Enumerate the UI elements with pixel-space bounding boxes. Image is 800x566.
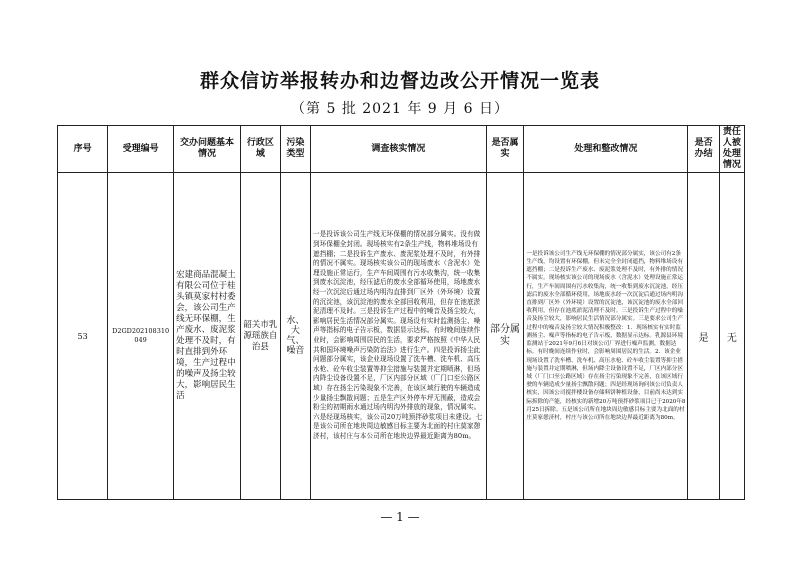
cell-code: D2GD202108310049 — [108, 173, 174, 500]
cell-accountability: 无 — [719, 173, 744, 500]
header-done: 是否办结 — [688, 126, 719, 173]
cell-investigation: 一是投诉该公司生产线无环保棚的情况部分属实。没有做到环保棚全封闭。现场核实有2条生产线，物料堆场设有遮挡棚；二是投诉生产废水、废泥浆处理不及时，有外排的情况不属实。现场核实该公司的现场废水（含泥水）处理设施正常运行，生产车间周围有污水收集沟，统一收集到废水沉淀池，经压滤后的废水全部循环使用，场地废水经一次沉淀后通过场内明沟直排到厂区外（外环境）设置的沉淀池，该沉淀池的废水全部回收利用，但存在池底淤泥清理不及时。三是投诉生产过程中的噪音及扬尘较大，影响居民生活情况部分属实。现场设有实时监测扬尘、噪声等指标的电子告示板，数据显示达标。有时晚间连续作业时，会影响周围居民的生活，要求严格按照《中华人民共和国环境噪声污染防治法》进行生产。四是投诉扬尘此问题部分属实，该企业现场设置了洗车槽、洗车机、高压水枪、砼车收尘装置等抑尘措施与装置并定期喷淋，但场内降尘设备设置不足，厂区内部分区域（厂门口至公路区域）存在扬尘污染现象不完善，在该区域行驶的车辆造成少量扬尘飘散问题；五是生产区外停车坪无围蔽，造成会粉尘的初期雨水通过场内明沟外排放的现象，情况属实。六是经现场核实，该公司20万吨预拌砂浆项目未建设。七是该公司所在地块周边敏感目标主要为北面的村庄莫家憩济村，该村庄与本公司所在地块边界最近距离为80m。 — [311, 173, 487, 500]
header-investigation: 调查核实情况 — [311, 126, 487, 173]
document-title: 群众信访举报转办和边督边改公开情况一览表 — [199, 70, 600, 92]
header-rectification: 处理和整改情况 — [524, 126, 688, 173]
header-type: 污染类型 — [280, 126, 310, 173]
header-issue: 交办问题基本情况 — [174, 126, 241, 173]
cell-rectification: 一是投诉该公司生产线无环保棚的情况部分属实，该公司有2条生产线，均设置有环保棚，但未完全全封闭遮挡，物料堆场设有遮挡棚；二是投诉生产废水、废泥浆处理不及时，有外排的情况不属实。现场核实该公司的现场废水（含泥水）处理设施正常运行，生产车间周围有污水收集沟，统一收集到废水沉淀池，经压滤后的废水全部循环使用，场地废水经一次沉淀后通过场内明沟直排到厂区外（外环境）设置的沉淀池，该沉淀池的废水全部回收利用，但存在池底淤泥清理不及时。三是投诉生产过程中的噪音及扬尘较大，影响居民生活情况部分属实。三是要求公司生产过程中的噪音及扬尘较大情况积极整改：1．现场核实有实时监测扬尘、噪声等指标的电子告示板，数据显示达标。乳源县环境监测站于2021年9月6日对该公司厂界进行噪声监测，数据达标。有时晚间连续作业时，会影响周围居民的生活。2．该企业现场设置了洗车槽、洗车机、高压水枪、砼车收尘装置等抑尘措施与装置并定期喷淋，但场内降尘设备设置不足，厂区内部分区域（厂门口至公路区域）存在扬尘污染现象不完善，在该区域行驶的车辆造成少量扬尘飘散问题；四是经现场询问该公司负责人核实，因该公司搅拌楼设备存储料饼种植设备，目前尚未达到实际拆除的产能，经核实的新增20万吨预拌砂浆项目已于2020年8月25日拆除。五是该公司所在地块周边敏感目标主要为北面的村庄莫家憩济村，村庄与该公司所在地块边界最近距离为80m。 — [524, 173, 688, 500]
cell-done: 是 — [688, 173, 719, 500]
table-header-row — [58, 126, 745, 173]
document-subtitle: （第 5 批 2021 年 9 月 6 日） — [291, 101, 509, 117]
cell-true: 部分属实 — [486, 173, 524, 500]
page-number: — 1 — — [380, 510, 420, 524]
cell-type: 水、大气、噪音 — [280, 173, 310, 500]
header-no: 序号 — [58, 126, 108, 173]
complaint-table — [57, 125, 745, 500]
header-true: 是否属实 — [486, 126, 524, 173]
cell-no: 53 — [58, 173, 108, 500]
header-accountability: 责任人被处理情况 — [719, 126, 744, 173]
table-row — [58, 173, 745, 500]
cell-issue: 宏建商品混凝土有限公司位于桂头镇莫家村村委会，该公司生产线无环保棚，生产废水、废泥浆处理不及时，有时直排到外环境，生产过程中的噪声及扬尘较大，影响居民生活 — [174, 173, 241, 500]
cell-region: 韶关市乳源瑶族自治县 — [240, 173, 280, 500]
header-region: 行政区域 — [240, 126, 280, 173]
header-code: 受理编号 — [108, 126, 174, 173]
